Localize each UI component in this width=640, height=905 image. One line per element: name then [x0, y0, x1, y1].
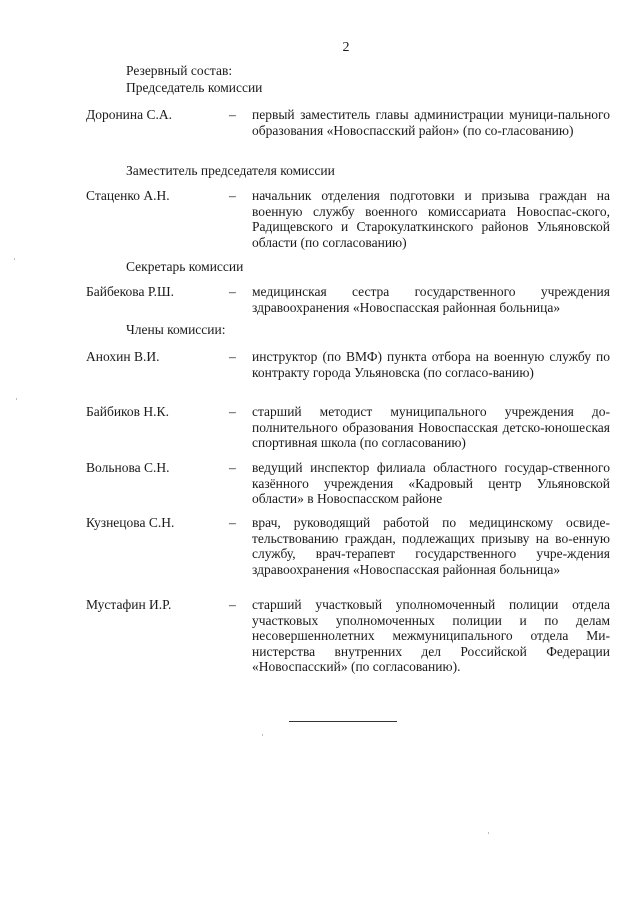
deputy-name: Стаценко А.Н. [86, 188, 170, 203]
member-role: старший участковый уполномоченный полиции отдела участковых уполномоченных полиции и по делам несовершеннолетних межмуниципального отдела Ми-нистерства внутренних дел Российской Федерации «Новоспасский» (по согласованию). [252, 597, 610, 675]
member-name: Мустафин И.Р. [86, 597, 172, 612]
chairman-name: Доронина С.А. [86, 107, 173, 122]
chairman-dash: – [229, 107, 236, 122]
chairman-role: первый заместитель главы администрации муници-пального образования «Новоспасский район» (по со-гласованию) [252, 107, 610, 138]
member-dash: – [229, 404, 236, 419]
deputy-dash: – [229, 188, 236, 203]
member-name: Вольнова С.Н. [86, 460, 170, 475]
secretary-role: медицинская сестра государственного учреждения здравоохранения «Новоспасская районная больница» [252, 284, 610, 315]
member-dash: – [229, 349, 236, 364]
member-name: Байбиков Н.К. [86, 404, 169, 419]
reserve-title: Резервный состав: [126, 63, 233, 78]
scan-speck [262, 734, 263, 736]
scan-speck [16, 398, 17, 400]
deputy-role: начальник отделения подготовки и призыва граждан на военную службу военного комиссариата Новоспас-ского, Радищевского и Старокулаткинского районов Ульяновской области (по согласованию) [252, 188, 610, 250]
closing-rule [289, 721, 397, 722]
member-role: врач, руководящий работой по медицинскому освиде-тельствованию граждан, подлежащих призыву на во-енную службу, врач-терапевт государственного учре-ждения здравоохранения «Новоспасская районная больница» [252, 515, 610, 577]
secretary-dash: – [229, 284, 236, 299]
member-role: инструктор (по ВМФ) пункта отбора на военную службу по контракту города Ульяновска (по согласо-ванию) [252, 349, 610, 380]
member-role: ведущий инспектор филиала областного государ-ственного казённого учреждения «Кадровый центр Ульяновской области» в Новоспасском районе [252, 460, 610, 507]
secretary-name: Байбекова Р.Ш. [86, 284, 175, 299]
scan-speck [488, 832, 489, 834]
deputy-heading: Заместитель председателя комиссии [126, 163, 335, 178]
member-role: старший методист муниципального учреждения до-полнительного образования Новоспасская детско-юношеская спортивная школа (по согласованию) [252, 404, 610, 451]
member-dash: – [229, 597, 236, 612]
members-heading: Члены комиссии: [126, 322, 226, 337]
member-dash: – [229, 515, 236, 530]
scan-speck [14, 258, 15, 260]
member-name: Кузнецова С.Н. [86, 515, 175, 530]
chairman-heading: Председатель комиссии [126, 80, 263, 95]
member-dash: – [229, 460, 236, 475]
page-number: 2 [342, 40, 350, 55]
secretary-heading: Секретарь комиссии [126, 259, 244, 274]
member-name: Анохин В.И. [86, 349, 160, 364]
